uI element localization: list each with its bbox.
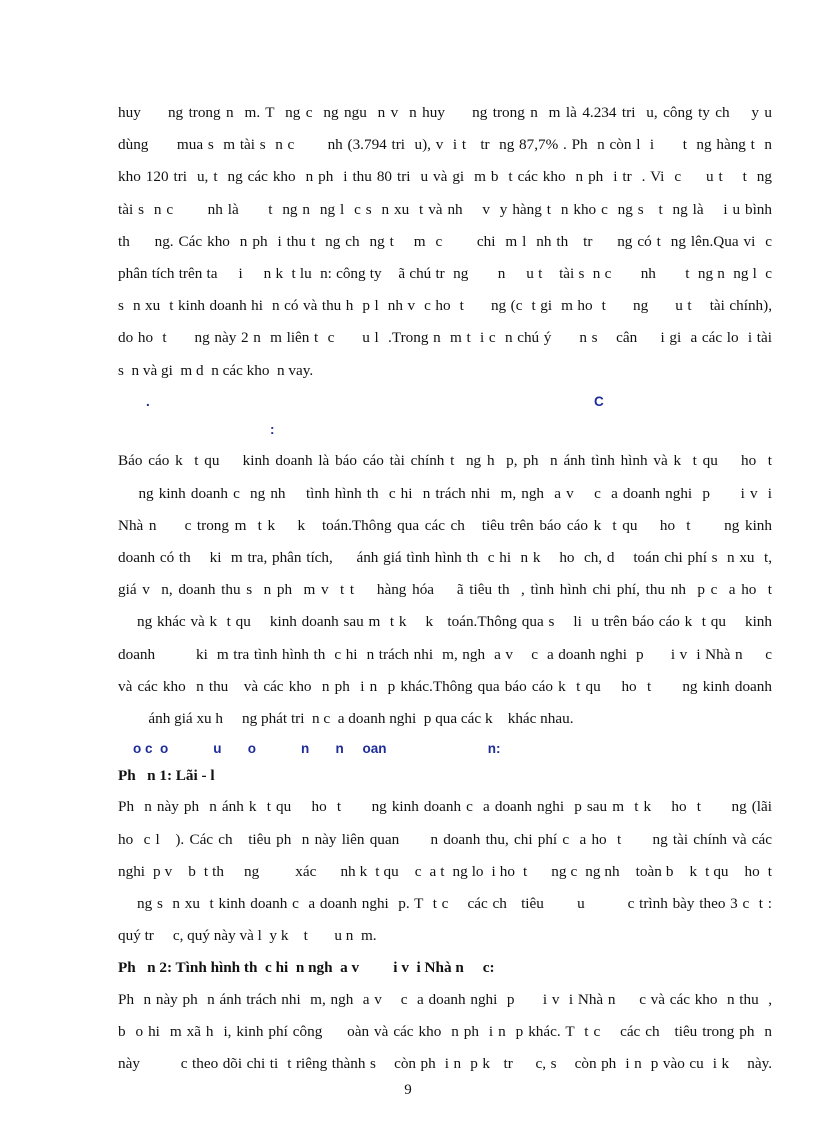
- paragraph-4-line: này c theo dõi chi ti t riêng thành s còn ph i n p k tr c, s còn ph i n p vào cu i k này.: [118, 1055, 772, 1072]
- paragraph-2-line: ng khác và k t qu kinh doanh sau m t k k toán.Thông qua s li u trên báo cáo k t qu kinh: [118, 613, 772, 630]
- paragraph-1-line: huy ng trong n m. T ng c ng ngu n v n huy ng trong n m là 4.234 tri u, công ty ch y u: [118, 104, 772, 121]
- paragraph-2-line: ánh giá xu h ng phát tri n c a doanh nghi p qua các k khác nhau.: [118, 710, 574, 727]
- section-heading-fragment: C: [594, 394, 604, 409]
- section-heading: o c o u o n n oan n:: [118, 741, 501, 756]
- paragraph-2-line: và các kho n thu và các kho n ph i n p khác.Thông qua báo cáo k t qu ho t ng kinh doanh: [118, 678, 772, 695]
- paragraph-3-line: ng s n xu t kinh doanh c a doanh nghi p. T t c các ch tiêu u c trình bày theo 3 c t :: [118, 895, 772, 912]
- paragraph-2-line: doanh ki m tra tình hình th c hi n trách nhi m, ngh a v c a doanh nghi p i v i Nhà n c: [118, 646, 772, 663]
- paragraph-1-line: dùng mua s m tài s n c nh (3.794 tri u), v i t tr ng 87,7% . Ph n còn l i t ng hàng t n: [118, 136, 772, 153]
- paragraph-1-line: s n xu t kinh doanh hi n có và thu h p l nh v c ho t ng (c t gi m ho t ng u t tài chính),: [118, 297, 772, 314]
- paragraph-2-line: giá v n, doanh thu s n ph m v t t hàng hóa ã tiêu th , tình hình chi phí, thu nh p c a ho t: [118, 581, 772, 598]
- paragraph-4-line: b o hi m xã h i, kinh phí công oàn và các kho n ph i n p khác. T t c các ch tiêu trong ph n: [118, 1023, 772, 1040]
- paragraph-1-line: phân tích trên ta i n k t lu n: công ty ã chú tr ng n u t tài s n c nh t ng n ng l c: [118, 265, 772, 282]
- section-heading-fragment: .: [146, 394, 150, 409]
- paragraph-2-line: Nhà n c trong m t k k toán.Thông qua các ch tiêu trên báo cáo k t qu ho t ng kinh: [118, 517, 772, 534]
- part-2-title: Ph n 2: Tình hình th c hi n ngh a v i v i Nhà n c:: [118, 959, 495, 976]
- paragraph-2-line: ng kinh doanh c ng nh tình hình th c hi n trách nhi m, ngh a v c a doanh nghi p i v i: [118, 485, 772, 502]
- section-heading-fragment: :: [270, 422, 275, 437]
- paragraph-3-line: ho c l ). Các ch tiêu ph n này liên quan n doanh thu, chi phí c a ho t ng tài chính và các: [118, 831, 772, 848]
- paragraph-3-line: nghi p v b t th ng xác nh k t qu c a t ng lo i ho t ng c ng nh toàn b k t qu ho t: [118, 863, 772, 880]
- paragraph-1-line: kho 120 tri u, t ng các kho n ph i thu 80 tri u và gi m b t các kho n ph i tr . Vi c u t t ng: [118, 168, 772, 185]
- paragraph-3-line: quý tr c, quý này và l y k t u n m.: [118, 927, 377, 944]
- paragraph-4-line: Ph n này ph n ánh trách nhi m, ngh a v c a doanh nghi p i v i Nhà n c và các kho n thu ,: [118, 991, 772, 1008]
- paragraph-2-line: Báo cáo k t qu kinh doanh là báo cáo tài chính t ng h p, ph n ánh tình hình và k t qu ho t: [118, 452, 772, 469]
- paragraph-1-line: do ho t ng này 2 n m liên t c u l .Trong n m t i c n chú ý n s cân i gi a các lo i tài: [118, 329, 772, 346]
- paragraph-1-line: tài s n c nh là t ng n ng l c s n xu t và nh v y hàng t n kho c ng s t ng là i u bình: [118, 201, 772, 218]
- paragraph-1-line: s n và gi m d n các kho n vay.: [118, 362, 314, 379]
- part-1-title: Ph n 1: Lãi - l: [118, 767, 215, 784]
- paragraph-2-line: doanh có th ki m tra, phân tích, ánh giá tình hình th c hi n k ho ch, d toán chi phí s n xu t,: [118, 549, 772, 566]
- paragraph-1-line: th ng. Các kho n ph i thu t ng ch ng t m c chi m l nh th tr ng có t ng lên.Qua vi c: [118, 233, 772, 250]
- page-number: 9: [404, 1082, 412, 1098]
- paragraph-3-line: Ph n này ph n ánh k t qu ho t ng kinh doanh c a doanh nghi p sau m t k ho t ng (lãi: [118, 798, 772, 815]
